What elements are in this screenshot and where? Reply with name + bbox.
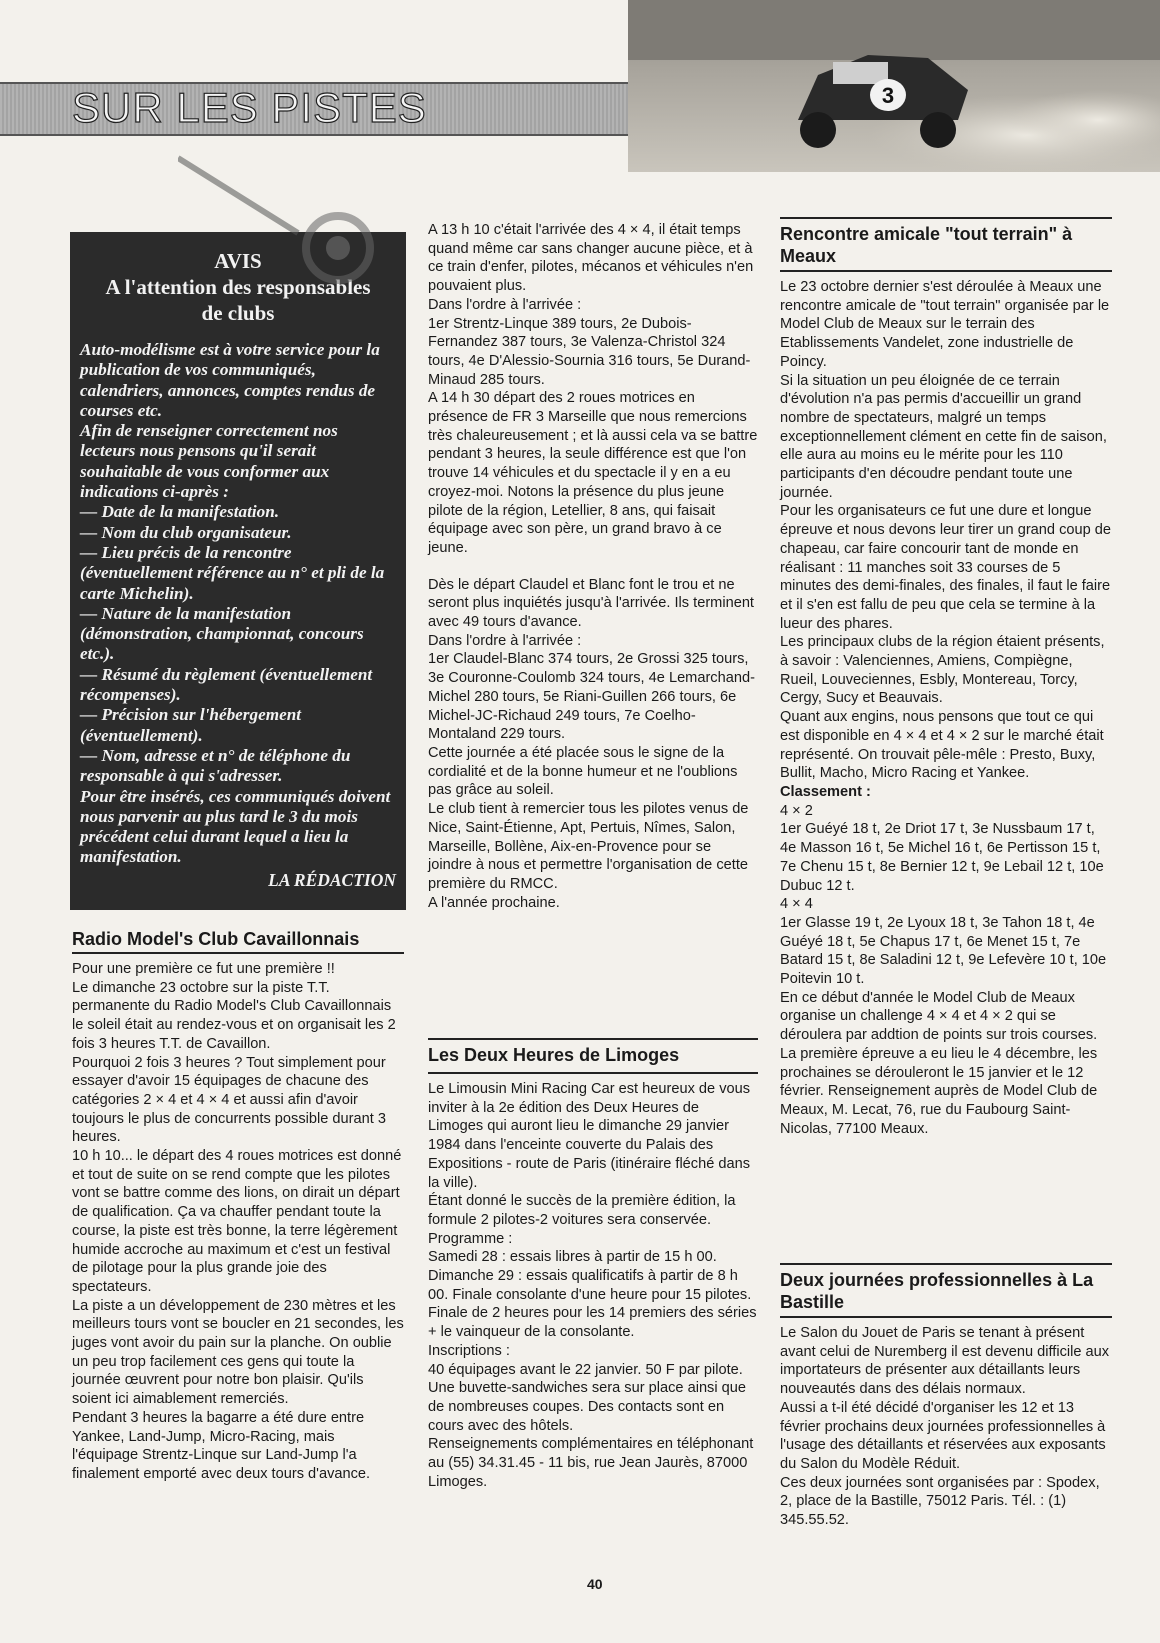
- cavaillon-continuation: A 13 h 10 c'était l'arrivée des 4 × 4, il était temps quand même car sans changer aucune pièce, et à ce train d'enfer, pilotes, mécanos et véhicules n'en pouvaient plus. Dans l'ordre à l'arrivée : 1er Strentz-Linque 389 tours, 2e Dubois-Fernandez 387 tours, 3e Valenza-Christol 324 tours, 4e D'Alessio-Sournia 316 tours, 5e Durand-Minaud 285 tours. A 14 h 30 départ des 2 roues motrices en présence de FR 3 Marseille que nous remercions très chaleureusement ; et là aussi cela va se battre pendant 3 heures, la seule différence est que l'on trouve 14 véhicules et du spectacle il y en a eu croyez-moi. Notons la présence du plus jeune pilote de la région, Letellier, 8 ans, qui faisait équipage avec son père, un grand bravo à ce jeune. Dès le départ Claudel et Blanc font le trou et ne seront plus inquiétés jusqu'à l'arrivée. Ils terminent avec 49 tours d'avance. Dans l'ordre à l'arrivée : 1er Claudel-Blanc 374 tours, 2e Grossi 325 tours, 3e Couronne-Coulomb 324 tours, 4e Lemarchand-Michel 280 tours, 5e Riani-Guillen 266 tours, 6e Michel-JC-Richaud 249 tours, 7e Coelho-Montaland 229 tours. Cette journée a été placée sous le signe de la cordialité et de la bonne humeur et ne l'oublions pas grâce au soleil. Le club tient à remercier tous les pilotes venus de Nice, Saint-Étienne, Apt, Pertuis, Nîmes, Salon, Marseille, Bollène, Aix-en-Provence pour se joindre à nous et permettre l'organisation de cette première du RMCC. A l'année prochaine.: [428, 222, 758, 911]
- meaux-article: Rencontre amicale "tout terrain" à Meaux Le 23 octobre dernier s'est déroulée à Meaux une rencontre amicale de "tout terrain" organisée par le Model Club de Meaux sur le terrain des Etablissements Vandelet, zone industrielle de Poincy. Si la situation un peu éloignée de ce terrain d'évolution n'a pas permis d'accueillir un grand nombre de spectateurs, malgré un temps exceptionnellement clément en cette fin de saison, elle aura au moins eu le mérite pour les 110 participants d'en découdre pendant toute une journée. Pour les organisateurs ce fut une dure et longue épreuve et nous devons leur tirer un grand coup de chapeau, car faire concourir tant de monde en réalisant : 11 manches soit 33 courses de 5 minutes des demi-finales, des finales, il faut le faire et il s'en est fallu de peu que cela se termine à la lueur des phares. Les principaux clubs de la région étaient présents, à savoir : Valenciennes, Amiens, Compiègne, Rueil, Louveciennes, Esbly, Montereau, Torcy, Cergy, Sucy et Beauvais. Quant aux engins, nous pensons que tout ce qui est disponible en 4 × 4 et 4 × 2 sur le marché était représenté. On trouvait pêle-mêle : Presto, Buxy, Bullit, Macho, Micro Racing et Yankee. Classement : 4 × 2 1er Guéyé 18 t, 2e Driot 17 t, 3e Nussbaum 17 t, 4e Masson 16 t, 5e Michel 16 t, 6e Pertisson 15 t, 7e Chenu 15 t, 8e Bernier 12 t, 9e Lebail 12 t, 10e Dubuc 12 t. 4 × 4 1er Glasse 19 t, 2e Lyoux 18 t, 3e Tahon 18 t, 4e Guéyé 18 t, 5e Chapus 17 t, 6e Menet 15 t, 7e Batard 15 t, 8e Saladini 12 t, 9e Lefevère 10 t, 10e Poitevin 10 t. En ce début d'année le Model Club de Meaux organise un challenge 4 × 4 et 4 × 2 qui se déroulera par addtion de points sur trois courses. La première épreuve a eu lieu le 4 décembre, les prochaines se dérouleront le 15 janvier et le 12 février. Renseignement auprès de Model Club de Meaux, M. Lecat, 76, rue du Faubourg Saint-Nicolas, 77100 Meaux.: [780, 217, 1112, 1138]
- classement-label: Classement :: [780, 783, 871, 800]
- notice-body: Auto-modélisme est à votre service pour la publication de vos communiqués, calendriers, annonces, comptes rendus de courses etc. Afin de renseigner correctement nos lecteurs nous pensons qu'il serait souhaitable de vous conformer aux indications ci-après : — Date de la manifestation. — Nom du club organisateur. — Lieu précis de la rencontre (éventuellement référence au n° et pli de la carte Michelin). — Nature de la manifestation (démonstration, championnat, concours etc.). — Résumé du règlement (éventuellement récompenses). — Précision sur l'hébergement (éventuellement). — Nom, adresse et n° de téléphone du responsable à qui s'adresser. Pour être insérés, ces communiqués doivent nous parvenir au plus tard le 3 du mois précédent celui durant lequel a lieu la manifestation.: [80, 340, 391, 867]
- section-title: SUR LES PISTES: [72, 84, 427, 131]
- cavaillon-article: Radio Model's Club Cavaillonnais Pour une première ce fut une première !! Le dimanche 23 octobre sur la piste T.T. permanente du Radio Model's Club Cavaillonnais le soleil était au rendez-vous et on organisait les 2 fois 3 heures T.T. de Cavaillon. Pourquoi 2 fois 3 heures ? Tout simplement pour essayer d'avoir 15 équipages de chacune des catégories 2 × 4 et 4 × 4 et aussi afin d'avoir toujours le plus de concurrents possible durant 3 heures. 10 h 10... le départ des 4 roues motrices est donné et tout de suite on se rend compte que les pilotes vont se battre comme des lions, on dirait un départ de qualification. Ça va chauffer pendant toute la course, la piste est très bonne, la terre légèrement humide accroche au maximum et c'est un festival de pilotage pour la plus grande joie des spectateurs. La piste a un développement de 230 mètres et les meilleurs tours vont se boucler en 21 secondes, les juges vont avoir du pain sur la planche. On oublie un peu trop facilement ces gens qui toute la journée œuvrent pour notre bon plaisir. Qu'ils soient ici aimablement remerciés. Pendant 3 heures la bagarre a été dure entre Yankee, Land-Jump, Micro-Racing, mais l'équipage Strentz-Linque sur Land-Jump l'a finalement emporté avec deux tours d'avance.: [72, 929, 404, 1482]
- limoges-heading: Les Deux Heures de Limoges: [428, 1038, 758, 1074]
- bastille-heading: Deux journées professionnelles à La Bastille: [780, 1263, 1112, 1318]
- page-number: 40: [587, 1576, 603, 1592]
- cavaillon-heading: Radio Model's Club Cavaillonnais: [72, 928, 404, 954]
- notice-signature: LA RÉDACTION: [268, 869, 396, 890]
- car-number: 3: [881, 83, 895, 108]
- notice-title: AVIS A l'attention des responsables de clubs: [105, 249, 371, 325]
- rc-car-photo: [628, 0, 1160, 172]
- limoges-article: Les Deux Heures de Limoges Le Limousin Mini Racing Car est heureux de vous inviter à la 2e édition des Deux Heures de Limoges qui auront lieu le dimanche 29 janvier 1984 dans l'enceinte couverte du Palais des Expositions - route de Paris (itinéraire fléché dans la ville). Étant donné le succès de la première édition, la formule 2 pilotes-2 voitures sera conservée. Programme : Samedi 28 : essais libres à partir de 15 h 00. Dimanche 29 : essais qualificatifs à partir de 8 h 00. Finale consolante d'une heure pour 15 pilotes. Finale de 2 heures pour les 14 premiers des séries + le vainqueur de la consolante. Inscriptions : 40 équipages avant le 22 janvier. 50 F par pilote. Une buvette-sandwiches sera sur place ainsi que de nombreuses coupes. Des contacts sont en cours avec des hôtels. Renseignements complémentaires en téléphonant au (55) 34.31.45 - 11 bis, rue Jean Jaurès, 87000 Limoges.: [428, 1038, 758, 1491]
- bastille-article: Deux journées professionnelles à La Bastille Le Salon du Jouet de Paris se tenant à présent avant celui de Nuremberg il est devenu difficile aux importateurs de présenter aux détaillants leurs nouveautés dans des délais normaux. Aussi a t-il été décidé d'organiser les 12 et 13 février prochains deux journées professionnelles à l'usage des détaillants et réservées aux exposants du Salon du Modèle Réduit. Ces deux journées sont organisées par : Spodex, 2, place de la Bastille, 75012 Paris. Tél. : (1) 345.55.52.: [780, 1263, 1112, 1530]
- meaux-heading: Rencontre amicale "tout terrain" à Meaux: [780, 217, 1112, 272]
